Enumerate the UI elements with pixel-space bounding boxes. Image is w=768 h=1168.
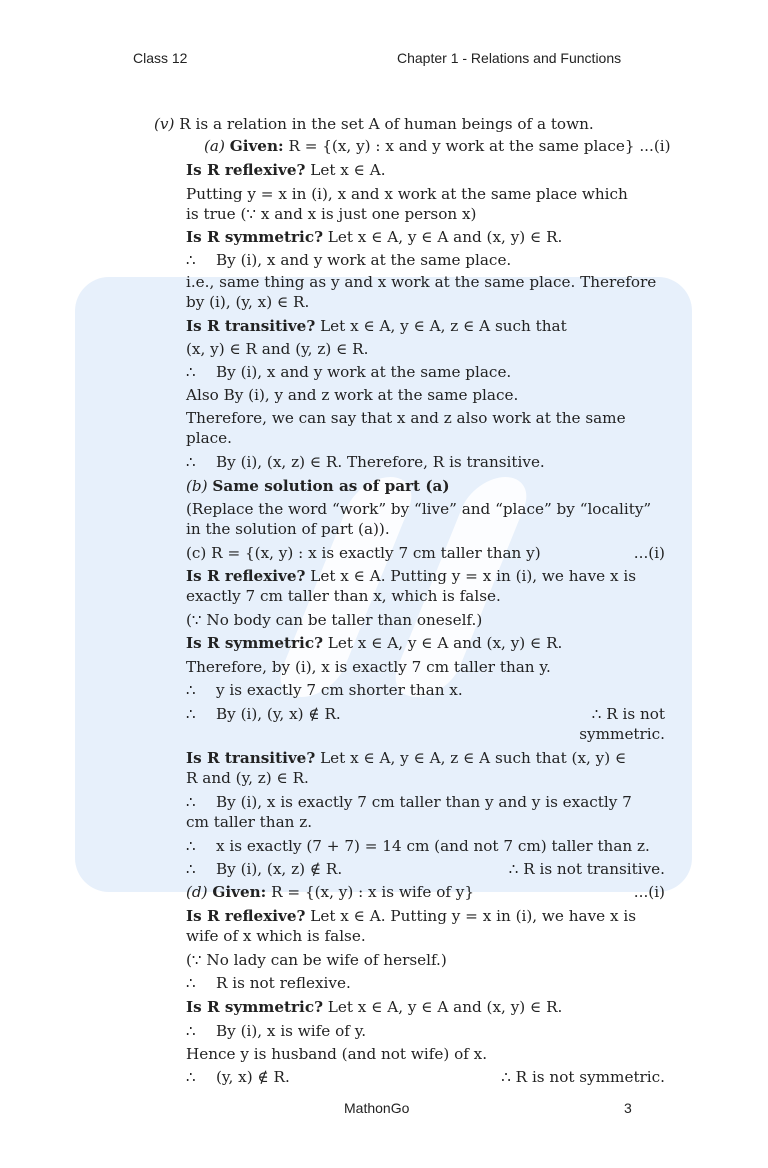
part-a-given: (a) Given: R = {(x, y) : x and y work at the same place} ...(i) xyxy=(204,137,671,155)
text-line: (∵ No lady can be wife of herself.) xyxy=(186,951,447,969)
text-line: R and (y, z) ∈ R. xyxy=(186,769,309,787)
text-line: Also By (i), y and z work at the same place. xyxy=(186,386,519,404)
brand-label: MathonGo xyxy=(344,1100,410,1116)
text-line: ∴ R is not reflexive. xyxy=(186,974,351,992)
part-d-reflexive-heading: Is R reflexive? Let x ∈ A. Putting y = x in (i), we have x is xyxy=(186,907,637,925)
part-d-given: (d) Given: R = {(x, y) : x is wife of y} xyxy=(186,883,475,901)
part-c-transitive-heading: Is R transitive? Let x ∈ A, y ∈ A, z ∈ A such that (x, y) ∈ xyxy=(186,749,627,767)
text-line: ∴ By (i), x is exactly 7 cm taller than y and y is exactly 7 xyxy=(186,793,632,811)
text-line: Therefore, we can say that x and z also work at the same xyxy=(186,409,626,427)
text-line: in the solution of part (a)). xyxy=(186,520,390,538)
text-line: wife of x which is false. xyxy=(186,927,366,945)
text-line: ∴ y is exactly 7 cm shorter than x. xyxy=(186,681,463,699)
text-line: ∴ By (i), x and y work at the same place. xyxy=(186,363,512,381)
part-a-reflexive-heading: Is R reflexive? Let x ∈ A. xyxy=(186,161,386,179)
text-line: i.e., same thing as y and x work at the same place. Therefore xyxy=(186,273,657,291)
text-line: Hence y is husband (and not wife) of x. xyxy=(186,1045,488,1063)
text-line: is true (∵ x and x is just one person x) xyxy=(186,205,477,223)
part-c-given: (c) R = {(x, y) : x is exactly 7 cm taller than y) xyxy=(186,544,541,562)
text-line: ∴ By (i), (y, x) ∉ R. xyxy=(186,705,341,723)
part-a-symmetric-heading: Is R symmetric? Let x ∈ A, y ∈ A and (x, y) ∈ R. xyxy=(186,228,563,246)
page-number: 3 xyxy=(624,1100,632,1116)
page-header xyxy=(0,50,768,70)
part-d-symmetric-heading: Is R symmetric? Let x ∈ A, y ∈ A and (x, y) ∈ R. xyxy=(186,998,563,1016)
class-label: Class 12 xyxy=(133,50,188,66)
text-line: place. xyxy=(186,429,232,447)
text-line: ∴ (y, x) ∉ R. xyxy=(186,1068,290,1086)
equation-ref: ...(i) xyxy=(633,883,665,901)
conclusion-text: ∴ R is not xyxy=(591,705,665,723)
chapter-title: Chapter 1 - Relations and Functions xyxy=(397,50,622,66)
conclusion-text: ∴ R is not symmetric. xyxy=(501,1068,665,1086)
text-line: exactly 7 cm taller than x, which is false. xyxy=(186,587,501,605)
problem-statement: (v) R is a relation in the set A of human beings of a town. xyxy=(154,115,594,133)
text-line: ∴ By (i), x is wife of y. xyxy=(186,1022,367,1040)
text-line: cm taller than z. xyxy=(186,813,313,831)
text-line: Putting y = x in (i), x and x work at the same place which xyxy=(186,185,628,203)
part-c-symmetric-heading: Is R symmetric? Let x ∈ A, y ∈ A and (x, y) ∈ R. xyxy=(186,634,563,652)
conclusion-text: symmetric. xyxy=(579,725,665,743)
text-line: ∴ By (i), x and y work at the same place. xyxy=(186,251,512,269)
part-c-reflexive-heading: Is R reflexive? Let x ∈ A. Putting y = x in (i), we have x is xyxy=(186,567,637,585)
part-a-transitive-heading: Is R transitive? Let x ∈ A, y ∈ A, z ∈ A such that xyxy=(186,317,567,335)
part-b-heading: (b) Same solution as of part (a) xyxy=(186,477,450,495)
text-line: by (i), (y, x) ∈ R. xyxy=(186,293,310,311)
conclusion-text: ∴ R is not transitive. xyxy=(508,860,665,878)
text-line: (Replace the word “work” by “live” and “place” by “locality” xyxy=(186,500,652,518)
text-line: (∵ No body can be taller than oneself.) xyxy=(186,611,483,629)
text-line: (x, y) ∈ R and (y, z) ∈ R. xyxy=(186,340,369,358)
text-line: ∴ By (i), (x, z) ∉ R. xyxy=(186,860,343,878)
equation-ref: ...(i) xyxy=(633,544,665,562)
text-line: ∴ x is exactly (7 + 7) = 14 cm (and not 7 cm) taller than z. xyxy=(186,837,650,855)
text-line: ∴ By (i), (x, z) ∈ R. Therefore, R is transitive. xyxy=(186,453,545,471)
text-line: Therefore, by (i), x is exactly 7 cm taller than y. xyxy=(186,658,551,676)
